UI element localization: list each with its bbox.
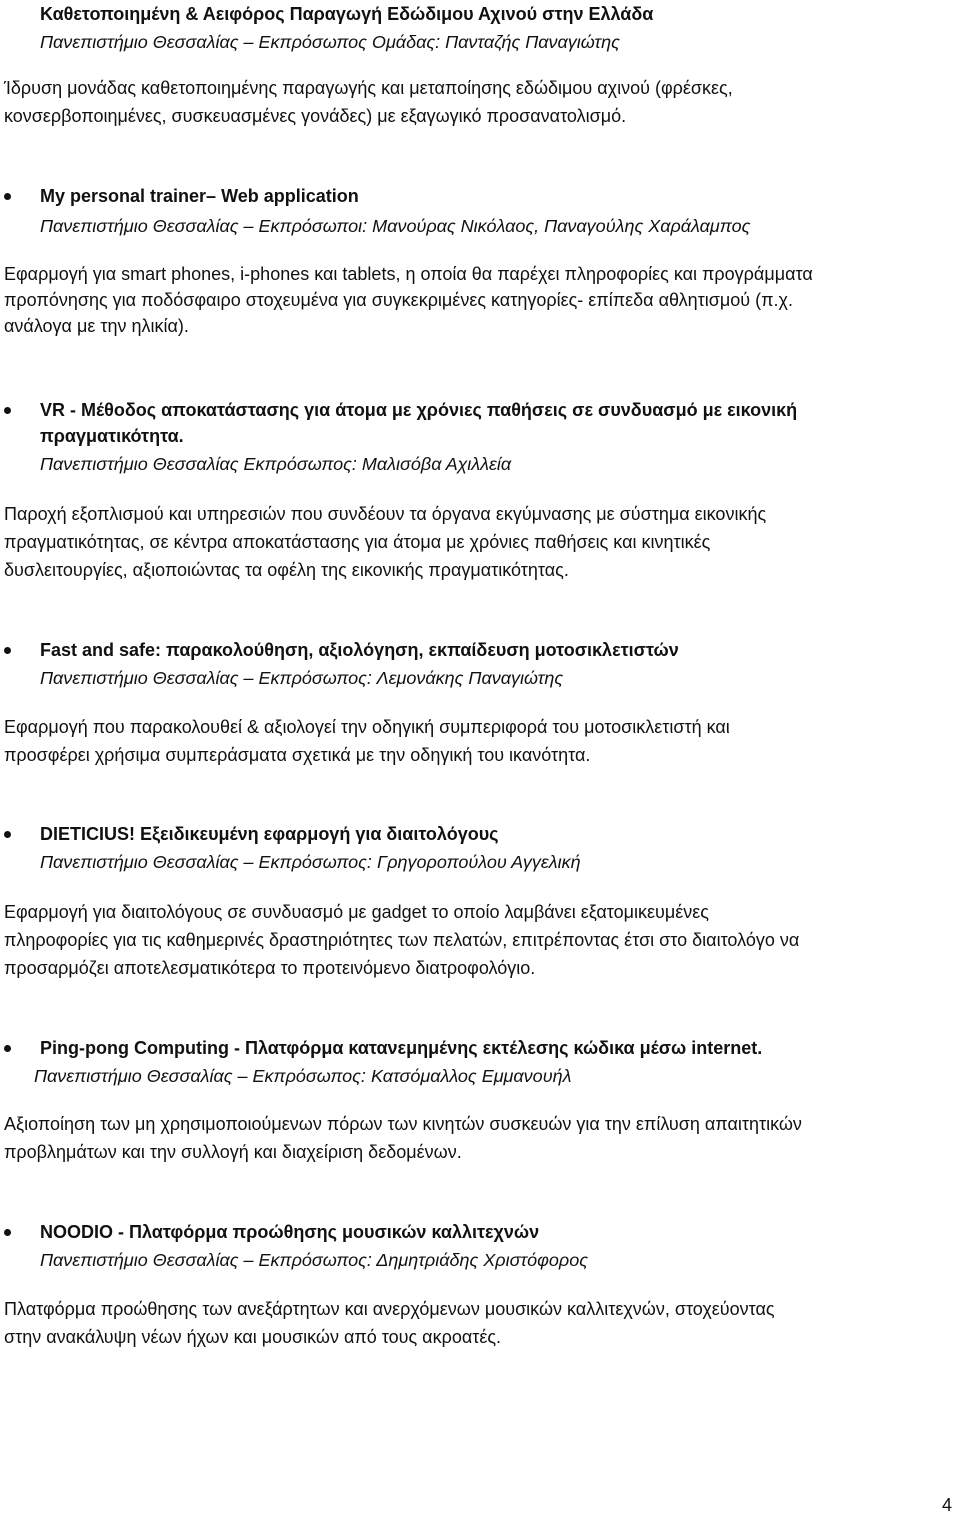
intro-university: Πανεπιστήμιο Θεσσαλίας – Εκπρόσωπος Ομάδας: Πανταζής Παναγιώτης — [40, 32, 620, 52]
project-title: My personal trainer– Web application — [40, 186, 359, 206]
project-description-line: Πλατφόρμα προώθησης των ανεξάρτητων και ανερχόμενων μουσικών καλλιτεχνών, στοχεύοντας — [4, 1299, 775, 1319]
project-title: DIETICIUS! Εξειδικευμένη εφαρμογή για διαιτολόγους — [40, 824, 499, 844]
project-description-line: δυσλειτουργίες, αξιοποιώντας τα οφέλη της εικονικής πραγματικότητας. — [4, 560, 569, 580]
project-university: Πανεπιστήμιο Θεσσαλίας – Εκπρόσωπος: Κατσόμαλλος Εμμανουήλ — [34, 1066, 572, 1086]
bullet-icon — [4, 831, 11, 838]
project-university: Πανεπιστήμιο Θεσσαλίας – Εκπρόσωποι: Μανούρας Νικόλαος, Παναγούλης Χαράλαμπος — [40, 216, 751, 236]
project-university: Πανεπιστήμιο Θεσσαλίας – Εκπρόσωπος: Γρηγοροπούλου Αγγελική — [40, 852, 581, 872]
project-description-line: Αξιοποίηση των μη χρησιμοποιούμενων πόρων των κινητών συσκευών για την επίλυση απαιτητικών — [4, 1114, 802, 1134]
project-description-line: Εφαρμογή που παρακολουθεί & αξιολογεί την οδηγική συμπεριφορά του μοτοσικλετιστή και — [4, 717, 730, 737]
project-title: Ping-pong Computing - Πλατφόρμα κατανεμημένης εκτέλεσης κώδικα μέσω internet. — [40, 1038, 763, 1058]
project-university: Πανεπιστήμιο Θεσσαλίας – Εκπρόσωπος: Δημητριάδης Χριστόφορος — [40, 1250, 588, 1270]
intro-description-line: κονσερβοποιημένες, συσκευασμένες γονάδες) με εξαγωγικό προσανατολισμό. — [4, 106, 627, 126]
bullet-icon — [4, 647, 11, 654]
bullet-icon — [4, 1229, 11, 1236]
project-title: VR - Μέθοδος αποκατάστασης για άτομα με χρόνιες παθήσεις σε συνδυασμό με εικονική — [40, 400, 798, 420]
project-title: πραγματικότητα. — [40, 426, 184, 446]
project-description-line: προβλημάτων και την συλλογή και διαχείριση δεδομένων. — [4, 1142, 462, 1162]
project-description-line: πληροφορίες για τις καθημερινές δραστηριότητες των πελατών, επιτρέποντας έτσι στο διαιτολόγο να — [4, 930, 800, 950]
project-title: NOODIO - Πλατφόρμα προώθησης μουσικών καλλιτεχνών — [40, 1222, 540, 1242]
project-description-line: Εφαρμογή για διαιτολόγους σε συνδυασμό με gadget το οποίο λαμβάνει εξατομικευμένες — [4, 902, 709, 922]
page-number: 4 — [941, 1495, 952, 1515]
project-description-line: ανάλογα με την ηλικία). — [4, 316, 189, 336]
intro-title: Καθετοποιημένη & Αειφόρος Παραγωγή Εδώδιμου Αχινού στην Ελλάδα — [40, 4, 654, 24]
project-title: Fast and safe: παρακολούθηση, αξιολόγηση, εκπαίδευση μοτοσικλετιστών — [40, 640, 679, 660]
bullet-icon — [4, 1045, 11, 1052]
project-description-line: προπόνησης για ποδόσφαιρο στοχευμένα για συγκεκριμένες κατηγορίες- επίπεδα αθλητισμού (π.χ. — [4, 290, 793, 310]
project-university: Πανεπιστήμιο Θεσσαλίας – Εκπρόσωπος: Λεμονάκης Παναγιώτης — [40, 668, 564, 688]
bullet-icon — [4, 407, 11, 414]
bullet-icon — [4, 193, 11, 200]
intro-description-line: Ίδρυση μονάδας καθετοποιημένης παραγωγής και μεταποίησης εδώδιμου αχινού (φρέσκες, — [4, 78, 733, 98]
project-description-line: προσαρμόζει αποτελεσματικότερα το προτεινόμενο διατροφολόγιο. — [4, 958, 536, 978]
project-description-line: προσφέρει χρήσιμα συμπεράσματα σχετικά με την οδηγική του ικανότητα. — [4, 745, 591, 765]
project-description-line: Παροχή εξοπλισμού και υπηρεσιών που συνδέουν τα όργανα εκγύμνασης με σύστημα εικονικής — [4, 504, 767, 524]
project-university: Πανεπιστήμιο Θεσσαλίας Εκπρόσωπος: Μαλισόβα Αχιλλεία — [40, 454, 512, 474]
project-description-line: Εφαρμογή για smart phones, i-phones και tablets, η οποία θα παρέχει πληροφορίες και προγράμματα — [4, 264, 813, 284]
project-description-line: στην ανακάλυψη νέων ήχων και μουσικών από τους ακροατές. — [4, 1327, 502, 1347]
project-description-line: πραγματικότητας, σε κέντρα αποκατάστασης για άτομα με χρόνιες παθήσεις και κινητικές — [4, 532, 711, 552]
